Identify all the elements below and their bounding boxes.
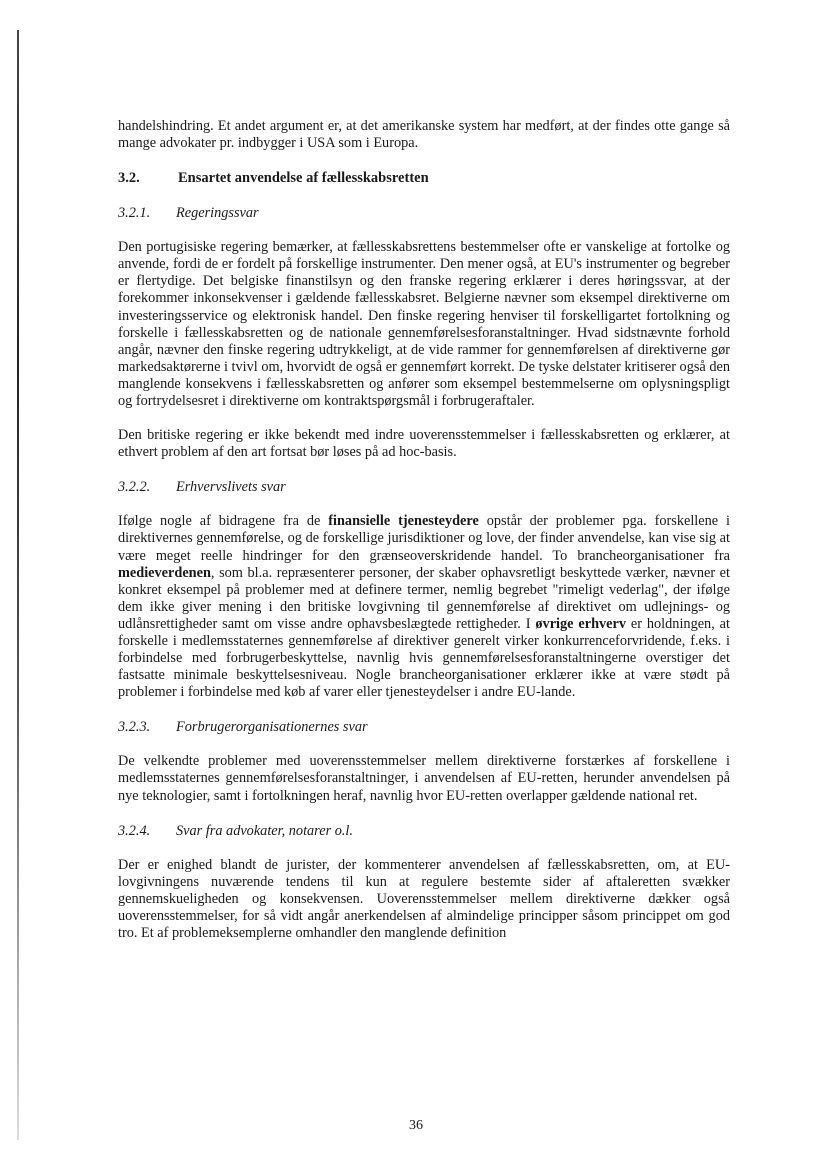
subsection-heading-3-2-4 <box>118 822 730 840</box>
subsection-number: 3.2.1. <box>118 205 151 222</box>
paragraph-erhvervslivet <box>118 513 730 701</box>
subsection-number: 3.2.2. <box>118 479 151 496</box>
scan-edge <box>17 30 19 1140</box>
section-number: 3.2. <box>118 170 140 187</box>
text-run: Ifølge nogle af bidragene fra de <box>118 513 329 530</box>
section-title: Ensartet anvendelse af fællesskabsretten <box>178 170 429 187</box>
subsection-heading-3-2-2 <box>118 478 730 496</box>
subsection-title: Regeringssvar <box>176 205 259 222</box>
bold-term: øvrige erhverv <box>535 615 627 632</box>
document-page <box>118 118 730 942</box>
bold-term: medieverdenen <box>118 564 211 581</box>
paragraph-regeringssvar-1: Den portugisiske regering bemærker, at fællesskabsrettens bestemmelser ofte er vanskelige at fortolke og anvende, fordi de er fordelt på forskellige instrumenter. Den mener også, at EU's instrumenter og begreber er flertydige. Det belgiske finanstilsyn og den franske regering erklærer i deres høringssvar, at der forekommer inkonsekvenser i gældende fællesskabsret. Belgierne nævner som eksempel direktiverne om investeringsservice og elektronisk handel. Den finske regering henviser til forskelligartet fortolkning og forskelle i fællesskabsretten og de nationale gennemførelsesforanstaltninger. Hvad sidstnævnte forhold angår, nævner den finske regering udtrykkeligt, at de vide rammer for gennemførelsen af direktiverne gør markedsaktørerne i tvivl om, hvorvidt de også er gennemført korrekt. De tyske delstater kritiserer også den manglende konsekvens i fællesskabsretten og anfører som eksempel bestemmelserne om oplysningspligt og fortrydelsesret i direktiverne om kontraktspørgsmål i forbrugeraftaler. <box>118 239 730 410</box>
text-run: , som bl.a. repræsenterer personer, der skaber ophavsretligt beskyttede værker, nævner et konkret eksempel på problemer med at definere termer, nemlig begrebet "rimeligt vederlag", der ifølge dem ikke giver mening i den britiske lovgivning til gennemførelse af direktivet om udlejnings- og udlånsrettigheder samt om visse andre ophavsbeslægtede rettigheder. I <box>118 564 730 632</box>
paragraph-regeringssvar-2: Den britiske regering er ikke bekendt med indre uoverensstemmelser i fællesskabsretten og erklærer, at ethvert problem af den art fortsat bør løses på ad hoc-basis. <box>118 427 730 461</box>
subsection-heading-3-2-1 <box>118 204 730 222</box>
text-run: opstår der problemer pga. forskellene i direktivernes gennemførelse, og de forskellige jurisdiktioner og love, der finder anvendelse, kan vise sig at være meget reelle hindringer for den grænseoverskridende handel. To brancheorganisationer fra <box>118 513 730 564</box>
section-heading <box>118 169 730 187</box>
bold-term: finansielle tjenesteydere <box>328 513 479 530</box>
paragraph-forbruger: De velkendte problemer med uoverensstemmelser mellem direktiverne forstærkes af forskellene i medlemsstaternes gennemførelsesforanstaltninger, i anvendelsen af EU-retten, herunder anvendelsen på nye teknologier, samt i fortolkningen heraf, navnlig hvor EU-retten overlapper gældende national ret. <box>118 753 730 804</box>
intro-paragraph: handelshindring. Et andet argument er, at det amerikanske system har medført, at der findes otte gange så mange advokater pr. indbygger i USA som i Europa. <box>118 118 730 152</box>
subsection-title: Erhvervslivets svar <box>176 479 286 496</box>
subsection-number: 3.2.4. <box>118 822 151 839</box>
subsection-title: Svar fra advokater, notarer o.l. <box>176 822 353 839</box>
subsection-title: Forbrugerorganisationernes svar <box>176 719 368 736</box>
subsection-number: 3.2.3. <box>118 719 151 736</box>
paragraph-advokater: Der er enighed blandt de jurister, der kommenterer anvendelsen af fællesskabsretten, om, at EU-lovgivningens nuværende tendens til kun at regulere bestemte sider af aftaleretten svækker gennemskueligheden og konsekvensen. Uoverensstemmelser mellem direktiverne dækker også uoverensstemmelser, for så vidt angår anerkendelsen af almindelige principper såsom princippet om god tro. Et af problemeksemplerne omhandler den manglende definition <box>118 856 730 941</box>
text-run: er holdningen, at forskelle i medlemsstaternes gennemførelse af direktiver generelt virker konkurrenceforvridende, f.eks. i forbindelse med forbrugerbeskyttelse, navnlig hvis gennemførelsesforanstaltningerne overstiger det fastsatte minimale beskyttelsesniveau. Nogle brancheorganisationer erklærer ikke at være stødt på problemer i forbindelse med køb af varer eller tjenesteydelser i andre EU-lande. <box>118 615 730 701</box>
page-number: 36 <box>409 1118 423 1133</box>
subsection-heading-3-2-3 <box>118 718 730 736</box>
